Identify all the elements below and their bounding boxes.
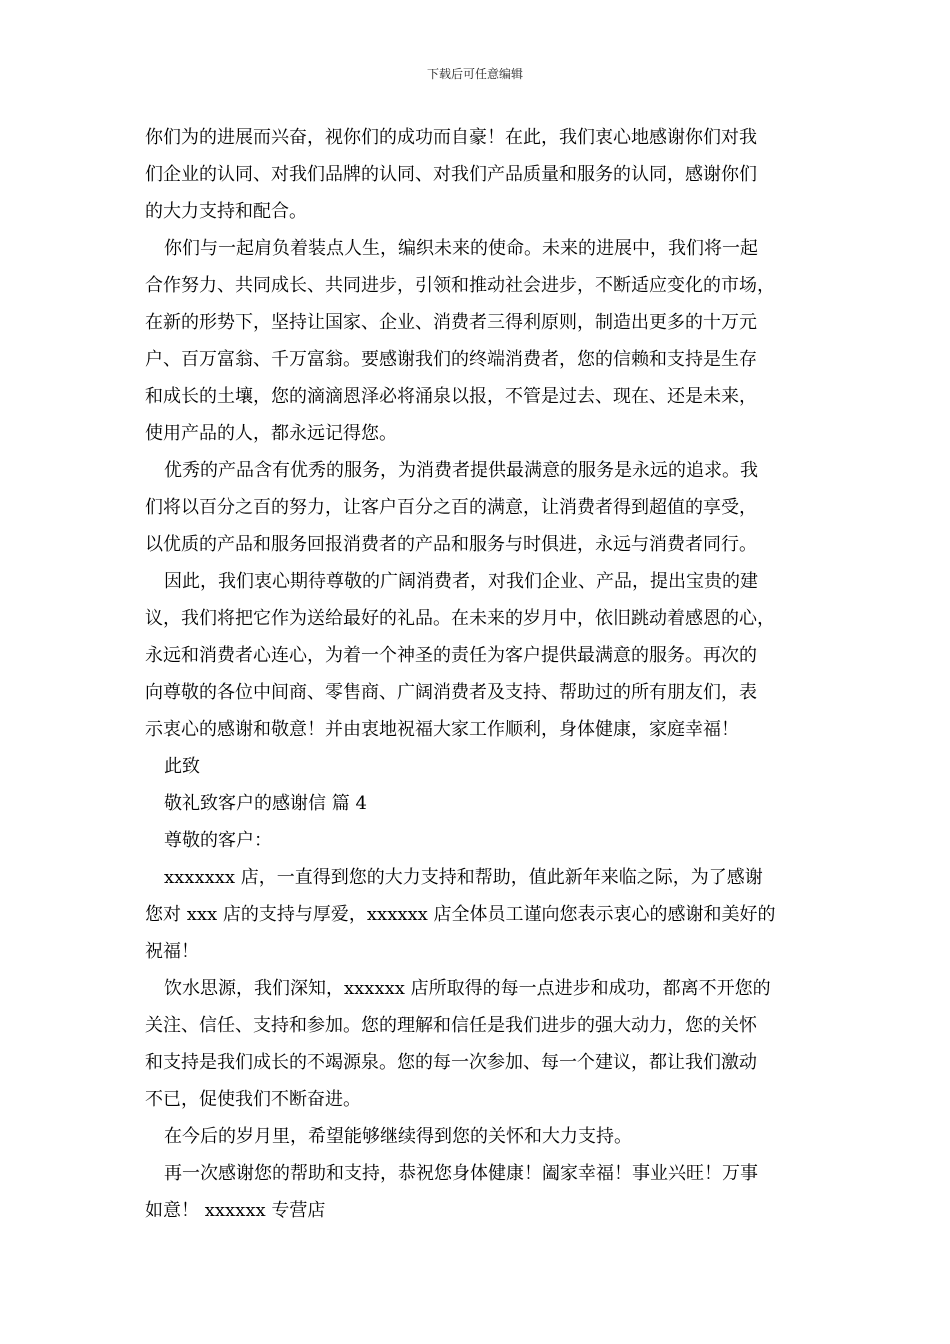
text-line: 你们为的进展而兴奋，视你们的成功而自豪！在此，我们衷心地感谢你们对我: [145, 127, 757, 148]
text-line: 您对 xxx 店的支持与厚爱，xxxxxx 店全体员工谨向您表示衷心的感谢和美好的: [145, 904, 776, 925]
text-line: 和成长的土壤，您的滴滴恩泽必将涌泉以报，不管是过去、现在、还是未来，: [145, 386, 757, 407]
text-line: 再一次感谢您的帮助和支持，恭祝您身体健康！阖家幸福！事业兴旺！万事: [164, 1163, 758, 1184]
text-line: 你们与一起肩负着装点人生，编织未来的使命。未来的进展中，我们将一起: [164, 238, 758, 259]
text-line: 因此，我们衷心期待尊敬的广阔消费者，对我们企业、产品，提出宝贵的建: [164, 571, 758, 592]
text-line: 们企业的认同、对我们品牌的认同、对我们产品质量和服务的认同，感谢你们: [145, 164, 757, 185]
letter-body: [145, 119, 817, 1229]
text-line: 祝福！: [145, 941, 199, 962]
letter-greeting: 尊敬的客户：: [164, 830, 272, 851]
text-line: 使用产品的人，都永远记得您。: [145, 423, 397, 444]
text-line: 向尊敬的各位中间商、零售商、广阔消费者及支持、帮助过的所有朋友们，表: [145, 682, 757, 703]
text-line: 以优质的产品和服务回报消费者的产品和服务与时俱进，永远与消费者同行。: [145, 534, 757, 555]
text-line: 示衷心的感谢和敬意！并由衷地祝福大家工作顺利，身体健康，家庭幸福！: [145, 719, 739, 740]
text-line: 不已，促使我们不断奋进。: [145, 1089, 361, 1110]
text-line: 们将以百分之百的努力，让客户百分之百的满意，让消费者得到超值的享受，: [145, 497, 757, 518]
text-line: 和支持是我们成长的不竭源泉。您的每一次参加、每一个建议，都让我们激动: [145, 1052, 757, 1073]
text-line: 饮水思源，我们深知，xxxxxx 店所取得的每一点进步和成功，都离不开您的: [164, 978, 771, 999]
text-line: 优秀的产品含有优秀的服务，为消费者提供最满意的服务是永远的追求。我: [164, 460, 758, 481]
text-line: 议，我们将把它作为送给最好的礼品。在未来的岁月中，依旧跳动着感恩的心，: [145, 608, 775, 629]
header-note: 下载后可任意编辑: [426, 67, 523, 81]
text-line: xxxxxxx 店，一直得到您的大力支持和帮助，值此新年来临之际，为了感谢: [164, 867, 763, 888]
text-line: 的大力支持和配合。: [145, 201, 307, 222]
signature-line: 如意！ xxxxxx 专营店: [145, 1200, 326, 1221]
section-heading: 敬礼致客户的感谢信 篇 4: [164, 793, 367, 814]
text-line: 在新的形势下，坚持让国家、企业、消费者三得利原则，制造出更多的十万元: [145, 312, 757, 333]
closing-salutation: 此致: [164, 756, 200, 777]
text-line: 在今后的岁月里，希望能够继续得到您的关怀和大力支持。: [164, 1126, 632, 1147]
text-line: 永远和消费者心连心，为着一个神圣的责任为客户提供最满意的服务。再次的: [145, 645, 757, 666]
text-line: 户、百万富翁、千万富翁。要感谢我们的终端消费者，您的信赖和支持是生存: [145, 349, 757, 370]
text-line: 关注、信任、支持和参加。您的理解和信任是我们进步的强大动力，您的关怀: [145, 1015, 757, 1036]
text-line: 合作努力、共同成长、共同进步，引领和推动社会进步，不断适应变化的市场，: [145, 275, 775, 296]
